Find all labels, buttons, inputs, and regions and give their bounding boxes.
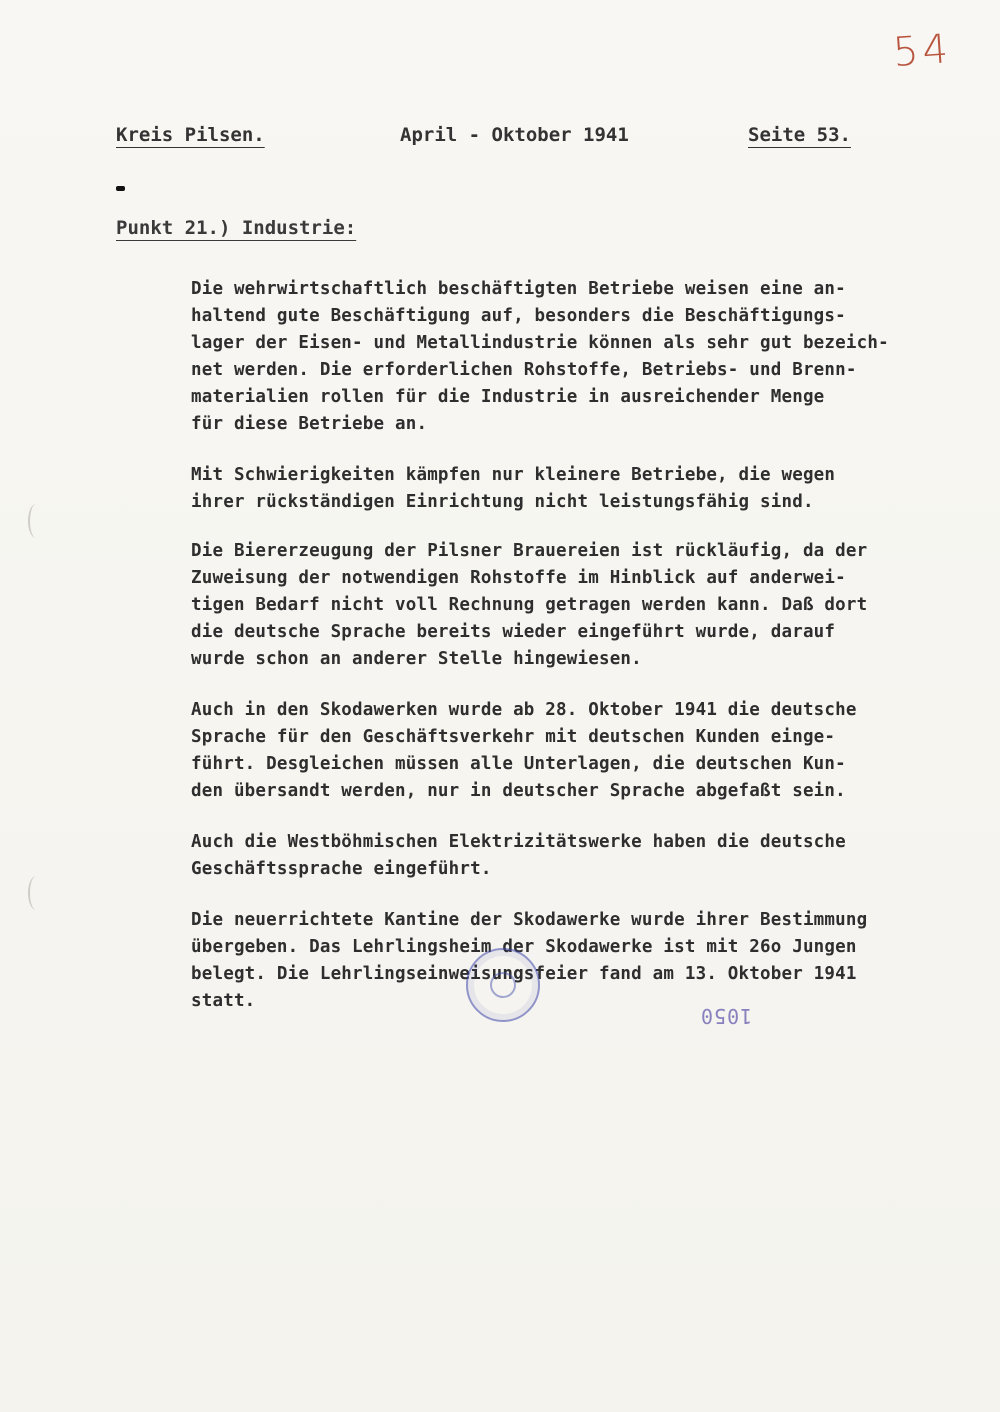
header-page-number: Seite 53. [748,124,851,146]
text-line: belegt. Die Lehrlingseinweisungsfeier fand am 13. Oktober 1941 [191,964,857,984]
text-line: Zuweisung der notwendigen Rohstoffe im Hinblick auf anderwei- [191,568,846,588]
text-line: Die wehrwirtschaftlich beschäftigten Betriebe weisen eine an- [191,279,846,299]
paragraph [191,538,981,673]
archive-inventory-stamp: 1050 [700,1004,753,1028]
text-line: übergeben. Das Lehrlingsheim der Skodawerke ist mit 26o Jungen [191,937,857,957]
text-line: wurde schon an anderer Stelle hingewiesen. [191,649,642,669]
text-line: ihrer rückständigen Einrichtung nicht leistungsfähig sind. [191,492,814,512]
ink-mark [116,186,125,191]
archive-seal-stamp [466,948,540,1022]
text-line: haltend gute Beschäftigung auf, besonders die Beschäftigungs- [191,306,846,326]
text-line: für diese Betriebe an. [191,414,428,434]
handwritten-folio-number: 54 [891,26,954,76]
document-body [191,276,981,1039]
punch-hole-mark [28,876,44,910]
text-line: Geschäftssprache eingeführt. [191,859,492,879]
text-line: Mit Schwierigkeiten kämpfen nur kleinere Betriebe, die wegen [191,465,836,485]
text-line: die deutsche Sprache bereits wieder eingeführt wurde, darauf [191,622,836,642]
paragraph [191,907,981,1015]
paragraph [191,462,981,516]
paragraph [191,276,981,438]
text-line: den übersandt werden, nur in deutscher Sprache abgefaßt sein. [191,781,846,801]
text-line: statt. [191,991,256,1011]
text-line: net werden. Die erforderlichen Rohstoffe, Betriebs- und Brenn- [191,360,857,380]
punch-hole-mark [28,504,44,538]
paragraph [191,697,981,805]
text-line: materialien rollen für die Industrie in ausreichender Menge [191,387,825,407]
text-line: Die neuerrichtete Kantine der Skodawerke wurde ihrer Bestimmung [191,910,868,930]
header-period: April - Oktober 1941 [400,124,629,146]
header-district: Kreis Pilsen. [116,124,265,146]
text-line: Sprache für den Geschäftsverkehr mit deutschen Kunden einge- [191,727,836,747]
text-line: Die Biererzeugung der Pilsner Brauereien ist rückläufig, da der [191,541,868,561]
paragraph [191,829,981,883]
text-line: Auch die Westböhmischen Elektrizitätswerke haben die deutsche [191,832,846,852]
text-line: Auch in den Skodawerken wurde ab 28. Oktober 1941 die deutsche [191,700,857,720]
text-line: lager der Eisen- und Metallindustrie können als sehr gut bezeich- [191,333,889,353]
text-line: tigen Bedarf nicht voll Rechnung getragen werden kann. Daß dort [191,595,868,615]
section-title: Punkt 21.) Industrie: [116,217,357,239]
text-line: führt. Desgleichen müssen alle Unterlagen, die deutschen Kun- [191,754,846,774]
